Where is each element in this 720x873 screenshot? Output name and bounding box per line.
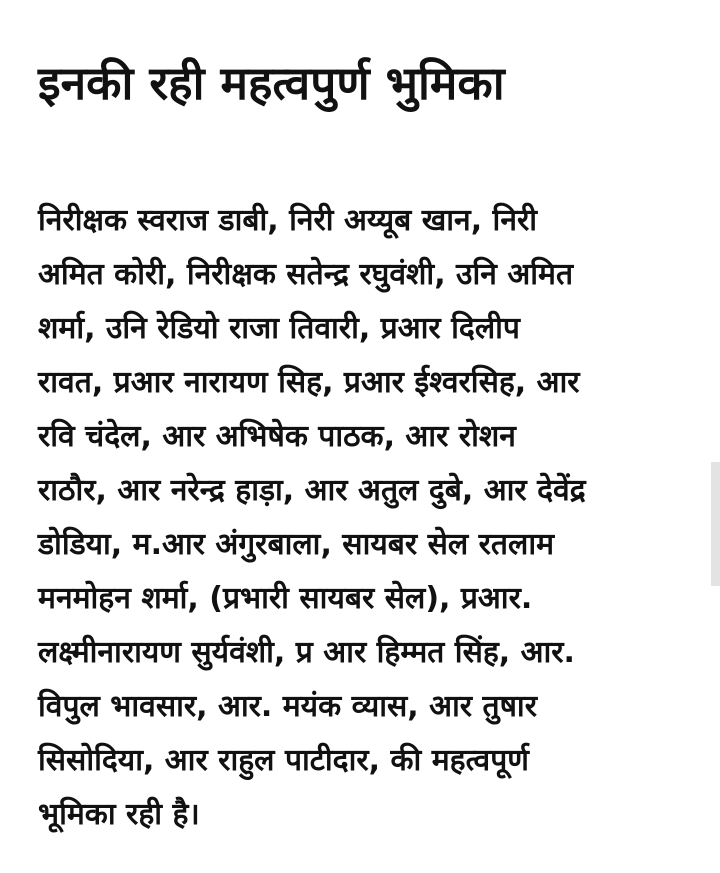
article-body [38,194,686,842]
body-line: सिसोदिया, आर राहुल पाटीदार, की महत्वपूर्ण [38,743,529,778]
body-line: भूमिका रही है। [38,797,200,832]
body-line: अमित कोरी, निरीक्षक सतेन्द्र रघुवंशी, उनि अमित [38,257,574,292]
body-line: राठौर, आर नरेन्द्र हाड़ा, आर अतुल दुबे, आर देवेंद्र [38,473,586,508]
body-line: मनमोहन शर्मा, (प्रभारी सायबर सेल), प्रआर. [38,581,533,616]
headline: इनकी रही महत्वपुर्ण भुमिका [38,56,505,110]
body-line: लक्ष्मीनारायण सुर्यवंशी, प्र आर हिम्मत सिंह, आर. [38,635,575,670]
scrollbar-thumb[interactable] [711,462,720,586]
body-line: शर्मा, उनि रेडियो राजा तिवारी, प्रआर दिलीप [38,311,520,346]
article [38,42,686,842]
body-line: डोडिया, म.आर अंगुरबाला, सायबर सेल रतलाम [38,527,555,562]
body-line: विपुल भावसार, आर. मयंक व्यास, आर तुषार [38,689,537,724]
body-line: रवि चंदेल, आर अभिषेक पाठक, आर रोशन [38,419,516,454]
body-line: निरीक्षक स्वराज डाबी, निरी अय्यूब खान, निरी [38,203,538,238]
body-line: रावत, प्रआर नारायण सिह, प्रआर ईश्वरसिह, आर [38,365,580,400]
